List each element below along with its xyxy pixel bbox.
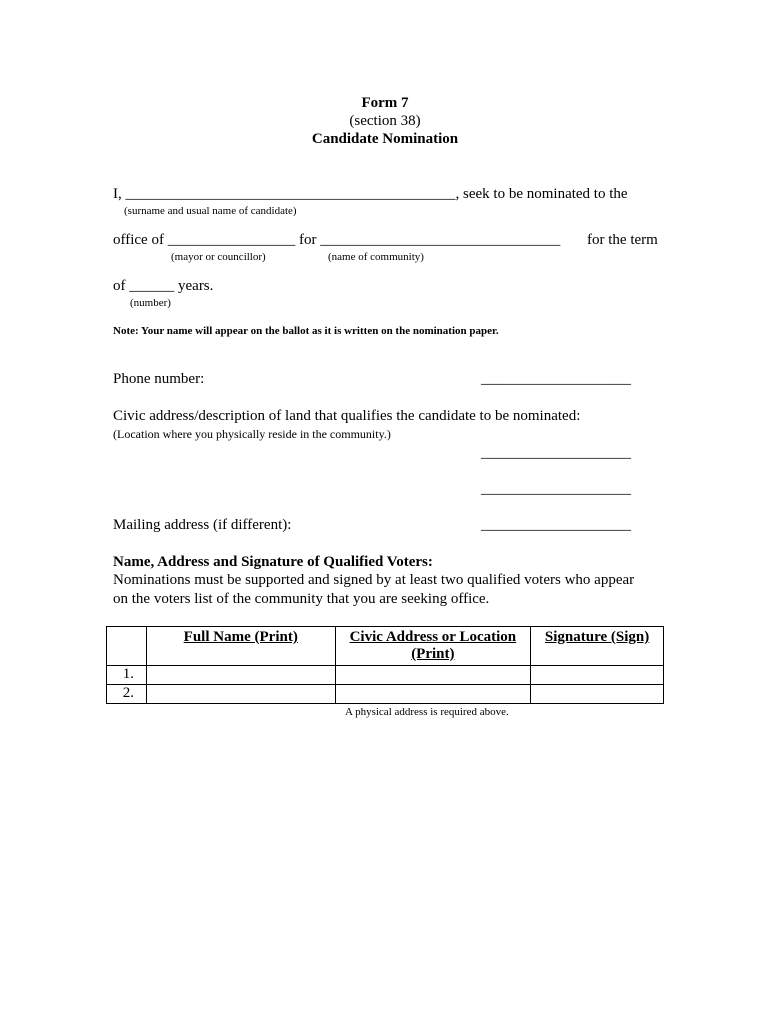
candidate-name-field[interactable]: ____________________________________________ (125, 186, 456, 202)
column-header-signature: Signature (Sign) (531, 627, 664, 666)
full-name-cell[interactable] (146, 685, 335, 704)
office-hint: (mayor or councillor) (171, 251, 266, 263)
column-header-full-name: Full Name (Print) (146, 627, 335, 666)
term-label: for the term (587, 232, 658, 248)
office-label: office of (113, 232, 168, 248)
row-number: 2. (107, 685, 147, 704)
civic-address-field-2[interactable]: ____________________ (481, 481, 631, 497)
office-line (113, 232, 560, 249)
number-hint: (number) (130, 297, 171, 309)
form-subtitle: Candidate Nomination (311, 131, 459, 147)
candidate-suffix: , seek to be nominated to the (455, 186, 628, 202)
community-hint: (name of community) (328, 251, 424, 263)
voters-table-header (107, 627, 664, 666)
column-header-number (107, 627, 147, 666)
voters-text-line-2: on the voters list of the community that you are seeking office. (113, 591, 490, 607)
ballot-note: Note: Your name will appear on the ballot as it is written on the nomination paper. (113, 325, 499, 337)
form-section: (section 38) (349, 113, 421, 129)
of-label: of (113, 278, 130, 294)
mailing-address-label: Mailing address (if different): (113, 517, 292, 533)
mailing-address-field[interactable]: ____________________ (481, 517, 631, 533)
table-footnote: A physical address is required above. (345, 706, 509, 718)
voters-heading: Name, Address and Signature of Qualified Voters: (113, 554, 433, 570)
years-label: years. (174, 278, 214, 294)
candidate-name-line (113, 186, 628, 203)
civic-address-cell[interactable] (335, 685, 531, 704)
form-title: Form 7 (361, 95, 409, 111)
civic-address-cell[interactable] (335, 666, 531, 685)
table-row (107, 685, 664, 704)
community-field[interactable]: ________________________________ (320, 232, 561, 248)
civic-address-hint: (Location where you physically reside in the community.) (113, 427, 391, 441)
signature-cell[interactable] (531, 685, 664, 704)
for-label: for (295, 232, 321, 248)
term-years-field[interactable]: ______ (129, 278, 175, 294)
phone-field[interactable]: ____________________ (481, 371, 631, 387)
candidate-name-hint: (surname and usual name of candidate) (124, 205, 297, 217)
voters-text-line-1: Nominations must be supported and signed by at least two qualified voters who appear (113, 572, 635, 588)
voters-table (106, 626, 664, 704)
civic-address-label: Civic address/description of land that qualifies the candidate to be nominated: (113, 408, 581, 424)
full-name-cell[interactable] (146, 666, 335, 685)
civic-address-field-1[interactable]: ____________________ (481, 445, 631, 461)
signature-cell[interactable] (531, 666, 664, 685)
office-field[interactable]: _________________ (167, 232, 296, 248)
column-header-civic-address: Civic Address or Location (Print) (335, 627, 531, 666)
table-row (107, 666, 664, 685)
phone-label: Phone number: (113, 371, 205, 387)
row-number: 1. (107, 666, 147, 685)
term-years-line (113, 278, 213, 295)
candidate-prefix: I, (113, 186, 126, 202)
